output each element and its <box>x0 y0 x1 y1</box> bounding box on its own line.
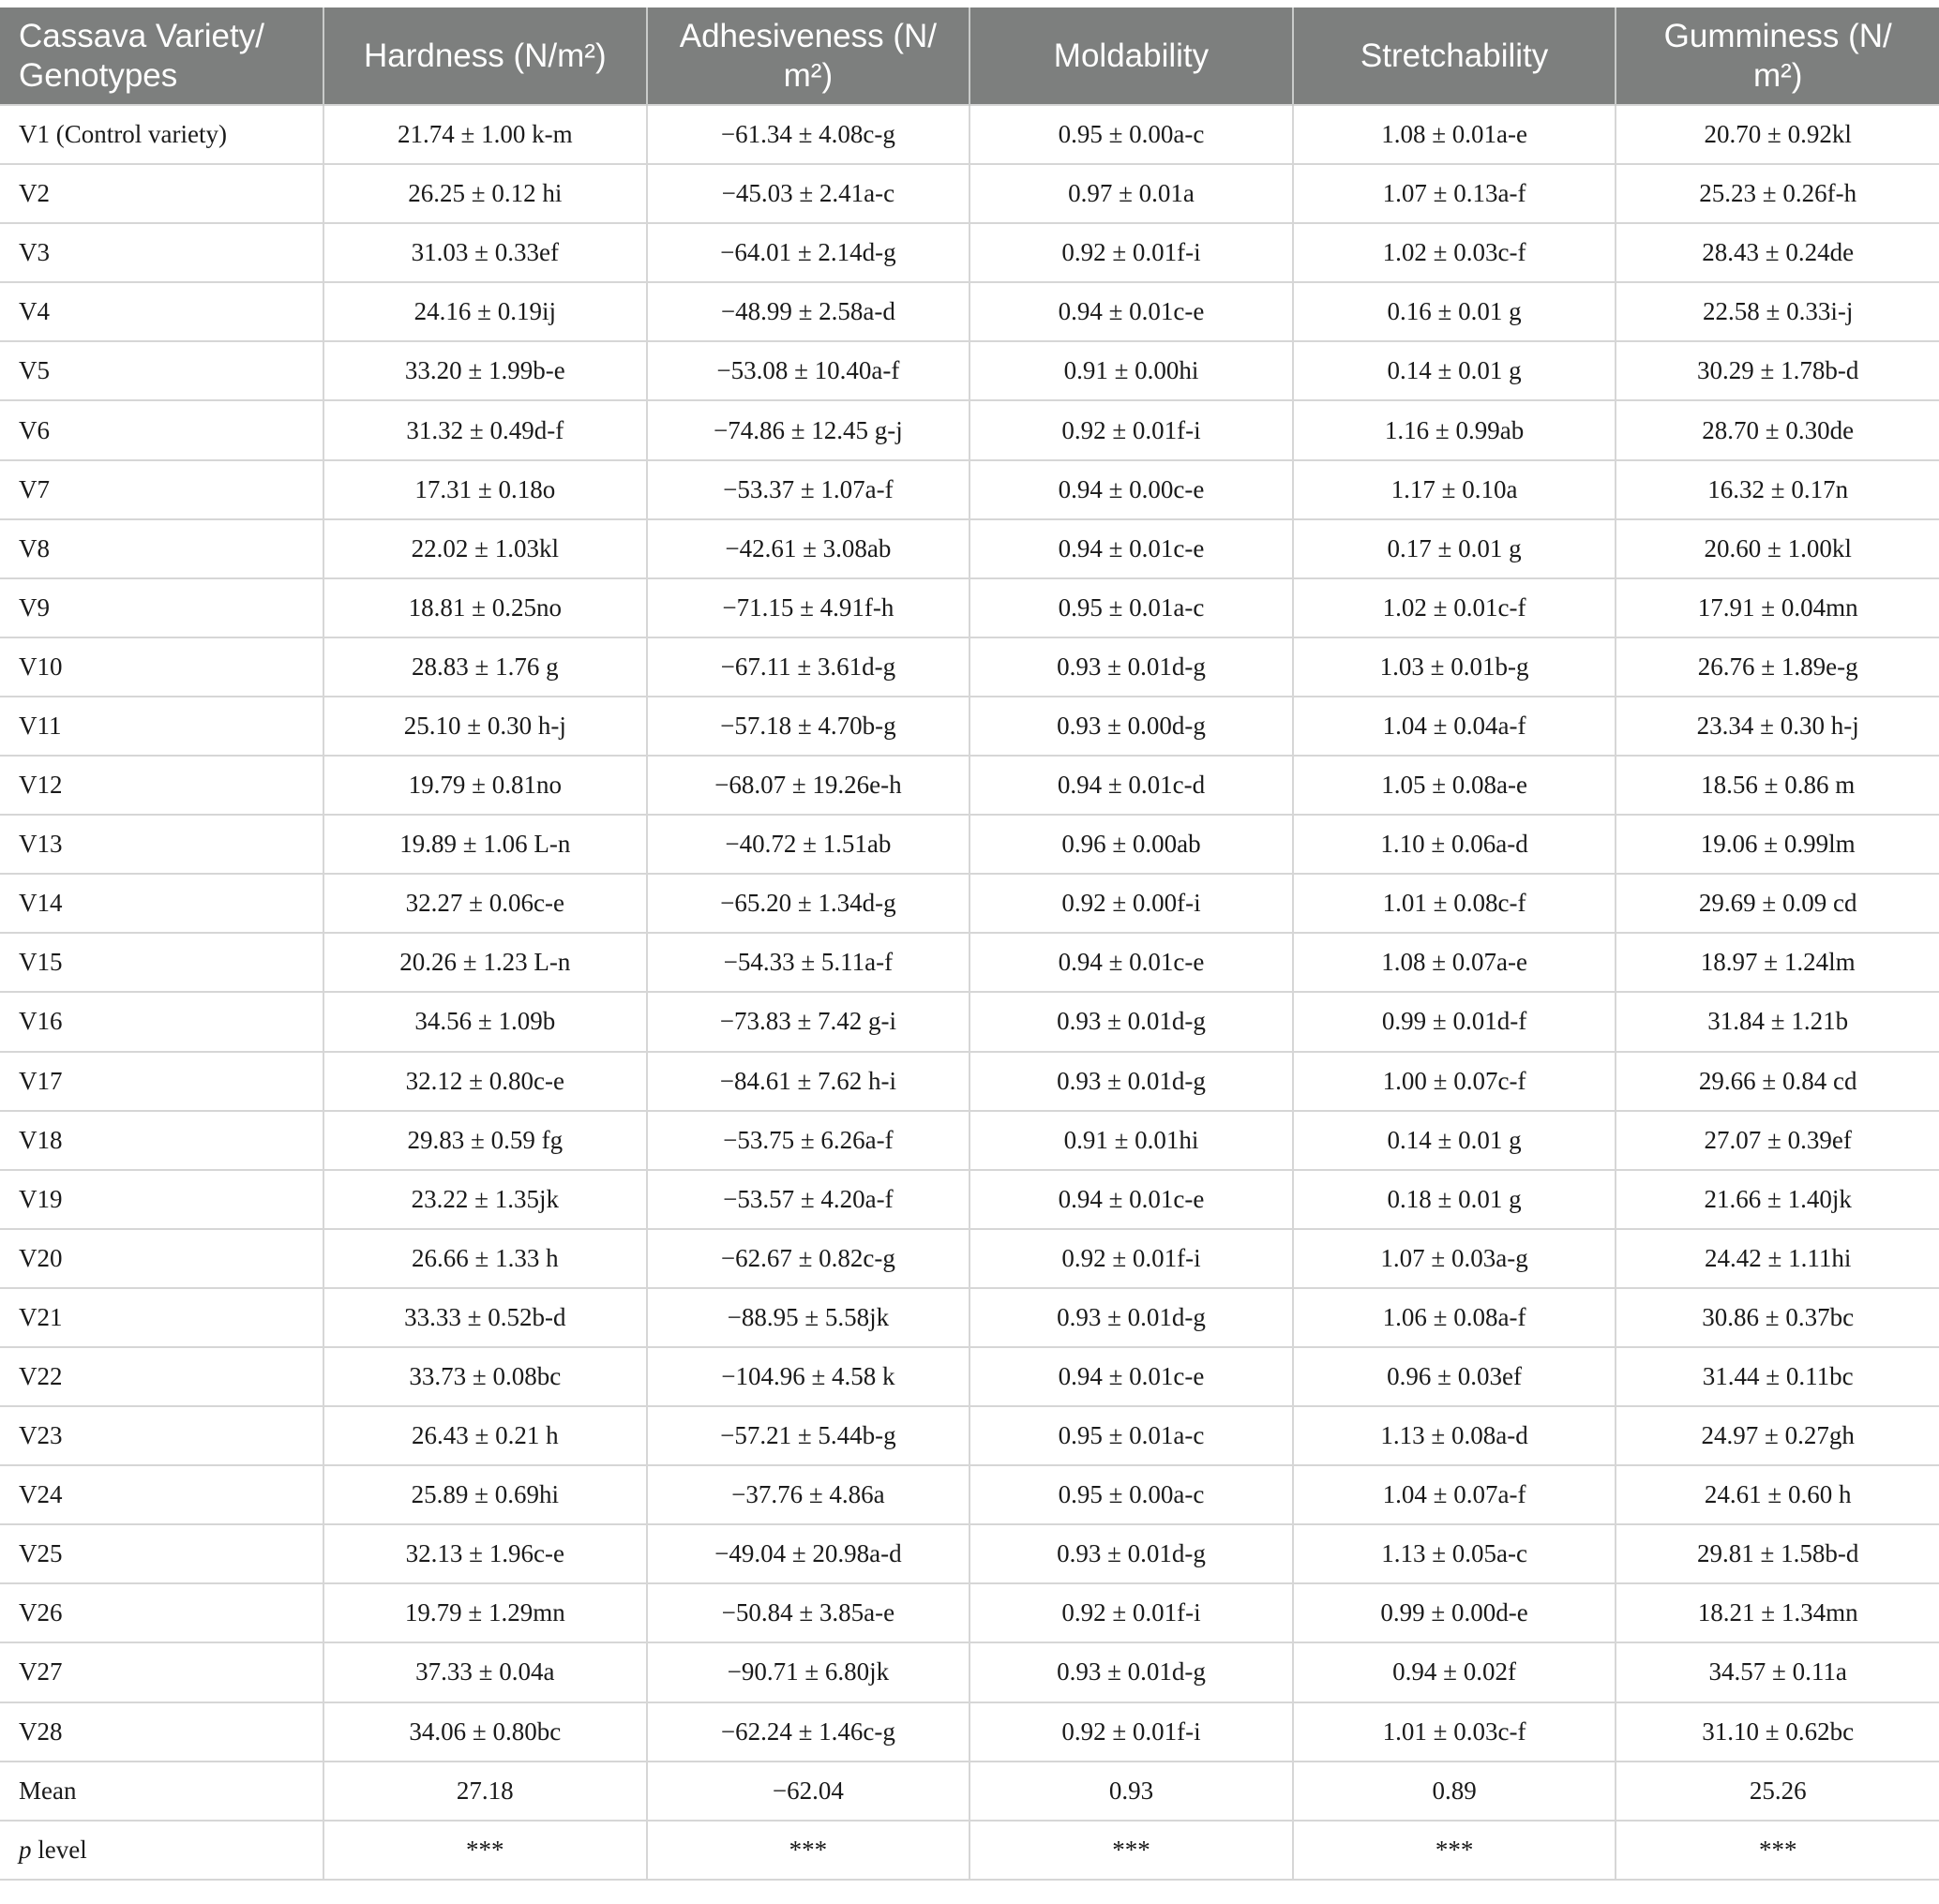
table-cell: 29.81 ± 1.58b-d <box>1616 1524 1939 1583</box>
table-cell: 27.18 <box>323 1762 647 1821</box>
table-cell: 31.10 ± 0.62bc <box>1616 1702 1939 1762</box>
table-row <box>0 874 1939 933</box>
row-label: V7 <box>0 460 323 519</box>
significance-cell: *** <box>970 1821 1293 1880</box>
table-cell: 19.79 ± 0.81no <box>323 756 647 815</box>
table-cell: 0.89 <box>1293 1762 1616 1821</box>
row-label: V24 <box>0 1465 323 1524</box>
row-label: V17 <box>0 1052 323 1111</box>
column-header-line: Genotypes <box>19 56 178 94</box>
row-label: V11 <box>0 697 323 756</box>
table-cell: 1.06 ± 0.08a-f <box>1293 1288 1616 1347</box>
table-cell: 0.99 ± 0.01d-f <box>1293 992 1616 1051</box>
table-cell: 0.16 ± 0.01 g <box>1293 282 1616 341</box>
table-cell: 0.95 ± 0.01a-c <box>970 1406 1293 1465</box>
table-cell: 0.94 ± 0.01c-e <box>970 933 1293 992</box>
row-label: V27 <box>0 1642 323 1702</box>
table-cell: 0.92 ± 0.00f-i <box>970 874 1293 933</box>
table-cell: 25.26 <box>1616 1762 1939 1821</box>
table-cell: 19.06 ± 0.99lm <box>1616 815 1939 874</box>
table-cell: 0.93 ± 0.01d-g <box>970 1642 1293 1702</box>
table-row <box>0 1170 1939 1229</box>
table-cell: 1.17 ± 0.10a <box>1293 460 1616 519</box>
table-row <box>0 1465 1939 1524</box>
table-cell: −42.61 ± 3.08ab <box>647 519 970 578</box>
table-cell: 31.84 ± 1.21b <box>1616 992 1939 1051</box>
row-label: V18 <box>0 1111 323 1170</box>
table-cell: 1.02 ± 0.01c-f <box>1293 578 1616 637</box>
table-cell: 0.95 ± 0.01a-c <box>970 578 1293 637</box>
column-header <box>1293 7 1616 105</box>
table-cell: 0.92 ± 0.01f-i <box>970 223 1293 282</box>
table-cell: 29.83 ± 0.59 fg <box>323 1111 647 1170</box>
table-cell: −61.34 ± 4.08c-g <box>647 105 970 164</box>
table-cell: 0.93 ± 0.01d-g <box>970 992 1293 1051</box>
table-row <box>0 697 1939 756</box>
table-cell: 1.01 ± 0.03c-f <box>1293 1702 1616 1762</box>
table-cell: 21.74 ± 1.00 k-m <box>323 105 647 164</box>
table-cell: 20.70 ± 0.92kl <box>1616 105 1939 164</box>
table-row <box>0 756 1939 815</box>
table-row <box>0 1702 1939 1762</box>
table-cell: 28.43 ± 0.24de <box>1616 223 1939 282</box>
table-cell: 18.97 ± 1.24lm <box>1616 933 1939 992</box>
table-cell: −84.61 ± 7.62 h-i <box>647 1052 970 1111</box>
row-label: V26 <box>0 1583 323 1642</box>
column-header <box>1616 7 1939 105</box>
row-label: V20 <box>0 1229 323 1288</box>
row-label: V3 <box>0 223 323 282</box>
table-body <box>0 105 1939 1880</box>
row-label: V25 <box>0 1524 323 1583</box>
table-cell: 0.18 ± 0.01 g <box>1293 1170 1616 1229</box>
table-row <box>0 223 1939 282</box>
table-cell: 0.99 ± 0.00d-e <box>1293 1583 1616 1642</box>
table-cell: 0.94 ± 0.01c-e <box>970 1170 1293 1229</box>
row-label: V8 <box>0 519 323 578</box>
table-cell: −90.71 ± 6.80jk <box>647 1642 970 1702</box>
table-row <box>0 1762 1939 1821</box>
table-cell: 21.66 ± 1.40jk <box>1616 1170 1939 1229</box>
column-header <box>970 7 1293 105</box>
table-cell: 0.93 ± 0.01d-g <box>970 637 1293 697</box>
table-cell: 1.04 ± 0.07a-f <box>1293 1465 1616 1524</box>
table-cell: 0.14 ± 0.01 g <box>1293 1111 1616 1170</box>
table-cell: 33.73 ± 0.08bc <box>323 1347 647 1406</box>
row-label: V14 <box>0 874 323 933</box>
table-cell: 24.61 ± 0.60 h <box>1616 1465 1939 1524</box>
table-row <box>0 460 1939 519</box>
table-cell: 0.94 ± 0.00c-e <box>970 460 1293 519</box>
table-cell: 1.08 ± 0.07a-e <box>1293 933 1616 992</box>
table-cell: 31.32 ± 0.49d-f <box>323 400 647 459</box>
table-cell: 24.42 ± 1.11hi <box>1616 1229 1939 1288</box>
table-cell: 26.25 ± 0.12 hi <box>323 164 647 223</box>
table-cell: 25.89 ± 0.69hi <box>323 1465 647 1524</box>
table-cell: −74.86 ± 12.45 g-j <box>647 400 970 459</box>
table-cell: 1.16 ± 0.99ab <box>1293 400 1616 459</box>
table-cell: 34.57 ± 0.11a <box>1616 1642 1939 1702</box>
table-row <box>0 1111 1939 1170</box>
table-row <box>0 105 1939 164</box>
table-cell: −53.75 ± 6.26a-f <box>647 1111 970 1170</box>
table-row <box>0 1524 1939 1583</box>
table-cell: 0.94 ± 0.01c-d <box>970 756 1293 815</box>
table-cell: −53.57 ± 4.20a-f <box>647 1170 970 1229</box>
table-cell: −50.84 ± 3.85a-e <box>647 1583 970 1642</box>
table-cell: −67.11 ± 3.61d-g <box>647 637 970 697</box>
table-cell: −49.04 ± 20.98a-d <box>647 1524 970 1583</box>
table-cell: 20.26 ± 1.23 L-n <box>323 933 647 992</box>
table-cell: 26.43 ± 0.21 h <box>323 1406 647 1465</box>
table-row <box>0 637 1939 697</box>
table-cell: 1.03 ± 0.01b-g <box>1293 637 1616 697</box>
table-cell: 33.33 ± 0.52b-d <box>323 1288 647 1347</box>
table-cell: 18.56 ± 0.86 m <box>1616 756 1939 815</box>
table-cell: 1.13 ± 0.05a-c <box>1293 1524 1616 1583</box>
table-cell: 32.27 ± 0.06c-e <box>323 874 647 933</box>
column-header-line: Hardness (N/m²) <box>363 37 607 74</box>
table-cell: 1.01 ± 0.08c-f <box>1293 874 1616 933</box>
row-label: V4 <box>0 282 323 341</box>
column-header-line: Gumminess (N/ <box>1663 17 1892 54</box>
row-label: V5 <box>0 341 323 400</box>
table-cell: −53.37 ± 1.07a-f <box>647 460 970 519</box>
table-row <box>0 1642 1939 1702</box>
column-header <box>647 7 970 105</box>
table-cell: 16.32 ± 0.17n <box>1616 460 1939 519</box>
table-cell: 0.93 ± 0.01d-g <box>970 1052 1293 1111</box>
row-label: V10 <box>0 637 323 697</box>
table-row <box>0 992 1939 1051</box>
table-cell: 18.81 ± 0.25no <box>323 578 647 637</box>
row-label: V9 <box>0 578 323 637</box>
table-row <box>0 1052 1939 1111</box>
significance-cell: *** <box>1293 1821 1616 1880</box>
significance-cell: *** <box>323 1821 647 1880</box>
table-cell: 25.23 ± 0.26f-h <box>1616 164 1939 223</box>
table-cell: 0.91 ± 0.01hi <box>970 1111 1293 1170</box>
table-cell: −57.21 ± 5.44b-g <box>647 1406 970 1465</box>
row-label: V13 <box>0 815 323 874</box>
table-row <box>0 815 1939 874</box>
column-header-line: Stretchability <box>1360 37 1549 74</box>
row-label: V6 <box>0 400 323 459</box>
table-cell: −48.99 ± 2.58a-d <box>647 282 970 341</box>
table-cell: 1.07 ± 0.03a-g <box>1293 1229 1616 1288</box>
table-cell: 1.07 ± 0.13a-f <box>1293 164 1616 223</box>
table-cell: 1.02 ± 0.03c-f <box>1293 223 1616 282</box>
table-cell: −73.83 ± 7.42 g-i <box>647 992 970 1051</box>
table-cell: 0.95 ± 0.00a-c <box>970 1465 1293 1524</box>
table-cell: 0.92 ± 0.01f-i <box>970 1702 1293 1762</box>
table-row <box>0 1583 1939 1642</box>
table-cell: 0.96 ± 0.00ab <box>970 815 1293 874</box>
table-row <box>0 519 1939 578</box>
row-label: Mean <box>0 1762 323 1821</box>
table-cell: 0.95 ± 0.00a-c <box>970 105 1293 164</box>
table-cell: 0.93 <box>970 1762 1293 1821</box>
row-label <box>0 1821 323 1880</box>
column-header-line: Moldability <box>1053 37 1210 74</box>
table-cell: 0.96 ± 0.03ef <box>1293 1347 1616 1406</box>
texture-table <box>0 7 1939 1881</box>
table-cell: 32.13 ± 1.96c-e <box>323 1524 647 1583</box>
table-cell: 1.13 ± 0.08a-d <box>1293 1406 1616 1465</box>
table-row <box>0 282 1939 341</box>
table-cell: 23.34 ± 0.30 h-j <box>1616 697 1939 756</box>
column-header-line: Cassava Variety/ <box>19 17 264 54</box>
table-cell: 19.79 ± 1.29mn <box>323 1583 647 1642</box>
table-row <box>0 1229 1939 1288</box>
table-cell: 29.66 ± 0.84 cd <box>1616 1052 1939 1111</box>
table-cell: 19.89 ± 1.06 L-n <box>323 815 647 874</box>
significance-cell: *** <box>647 1821 970 1880</box>
table-cell: −104.96 ± 4.58 k <box>647 1347 970 1406</box>
column-header-line: m²) <box>1752 56 1803 94</box>
table-cell: −62.67 ± 0.82c-g <box>647 1229 970 1288</box>
table-row <box>0 1406 1939 1465</box>
table-cell: 18.21 ± 1.34mn <box>1616 1583 1939 1642</box>
table-cell: 0.92 ± 0.01f-i <box>970 400 1293 459</box>
table-cell: 0.93 ± 0.00d-g <box>970 697 1293 756</box>
p-symbol: p <box>19 1835 32 1864</box>
table-cell: −53.08 ± 10.40a-f <box>647 341 970 400</box>
table-cell: 24.16 ± 0.19ij <box>323 282 647 341</box>
table-cell: 37.33 ± 0.04a <box>323 1642 647 1702</box>
table-cell: 1.05 ± 0.08a-e <box>1293 756 1616 815</box>
p-label-text: level <box>31 1835 87 1864</box>
table-cell: 33.20 ± 1.99b-e <box>323 341 647 400</box>
table-cell: −57.18 ± 4.70b-g <box>647 697 970 756</box>
table-cell: 26.76 ± 1.89e-g <box>1616 637 1939 697</box>
table-cell: −68.07 ± 19.26e-h <box>647 756 970 815</box>
table-cell: 26.66 ± 1.33 h <box>323 1229 647 1288</box>
table-cell: 1.04 ± 0.04a-f <box>1293 697 1616 756</box>
row-label: V23 <box>0 1406 323 1465</box>
table-row <box>0 164 1939 223</box>
row-label: V22 <box>0 1347 323 1406</box>
table-cell: 31.03 ± 0.33ef <box>323 223 647 282</box>
table-cell: 1.00 ± 0.07c-f <box>1293 1052 1616 1111</box>
table-cell: 0.91 ± 0.00hi <box>970 341 1293 400</box>
table-row <box>0 400 1939 459</box>
table-cell: −37.76 ± 4.86a <box>647 1465 970 1524</box>
table-row <box>0 933 1939 992</box>
table-cell: 25.10 ± 0.30 h-j <box>323 697 647 756</box>
table-cell: −62.04 <box>647 1762 970 1821</box>
table-cell: 0.14 ± 0.01 g <box>1293 341 1616 400</box>
table-cell: 23.22 ± 1.35jk <box>323 1170 647 1229</box>
column-header-line: Adhesiveness (N/ <box>679 17 938 54</box>
table-cell: 0.94 ± 0.01c-e <box>970 1347 1293 1406</box>
table-cell: 30.29 ± 1.78b-d <box>1616 341 1939 400</box>
table-row <box>0 341 1939 400</box>
header-row <box>0 7 1939 105</box>
table-cell: 34.56 ± 1.09b <box>323 992 647 1051</box>
table-cell: 0.94 ± 0.01c-e <box>970 282 1293 341</box>
table-cell: 27.07 ± 0.39ef <box>1616 1111 1939 1170</box>
table-cell: −71.15 ± 4.91f-h <box>647 578 970 637</box>
table-cell: 31.44 ± 0.11bc <box>1616 1347 1939 1406</box>
table-row <box>0 1288 1939 1347</box>
table-cell: −88.95 ± 5.58jk <box>647 1288 970 1347</box>
table-cell: 1.10 ± 0.06a-d <box>1293 815 1616 874</box>
table-cell: 22.02 ± 1.03kl <box>323 519 647 578</box>
table-cell: −64.01 ± 2.14d-g <box>647 223 970 282</box>
table-cell: −45.03 ± 2.41a-c <box>647 164 970 223</box>
table-cell: 17.31 ± 0.18o <box>323 460 647 519</box>
column-header-line: m²) <box>783 56 834 94</box>
table-cell: 0.92 ± 0.01f-i <box>970 1583 1293 1642</box>
table-cell: −40.72 ± 1.51ab <box>647 815 970 874</box>
table-cell: 28.70 ± 0.30de <box>1616 400 1939 459</box>
row-label: V19 <box>0 1170 323 1229</box>
column-header <box>0 7 323 105</box>
row-label: V15 <box>0 933 323 992</box>
table-cell: 24.97 ± 0.27gh <box>1616 1406 1939 1465</box>
table-cell: 0.94 ± 0.01c-e <box>970 519 1293 578</box>
table-cell: 22.58 ± 0.33i-j <box>1616 282 1939 341</box>
row-label: V16 <box>0 992 323 1051</box>
row-label: V2 <box>0 164 323 223</box>
row-label: V21 <box>0 1288 323 1347</box>
table-row <box>0 1347 1939 1406</box>
table-cell: 29.69 ± 0.09 cd <box>1616 874 1939 933</box>
row-label: V1 (Control variety) <box>0 105 323 164</box>
table-cell: 0.17 ± 0.01 g <box>1293 519 1616 578</box>
table-cell: 28.83 ± 1.76 g <box>323 637 647 697</box>
column-header <box>323 7 647 105</box>
table-row <box>0 578 1939 637</box>
table-cell: 1.08 ± 0.01a-e <box>1293 105 1616 164</box>
table-cell: 17.91 ± 0.04mn <box>1616 578 1939 637</box>
table-cell: 0.93 ± 0.01d-g <box>970 1288 1293 1347</box>
table-cell: 0.97 ± 0.01a <box>970 164 1293 223</box>
table-cell: 20.60 ± 1.00kl <box>1616 519 1939 578</box>
table-cell: 0.93 ± 0.01d-g <box>970 1524 1293 1583</box>
row-label: V28 <box>0 1702 323 1762</box>
row-label: V12 <box>0 756 323 815</box>
table-cell: 30.86 ± 0.37bc <box>1616 1288 1939 1347</box>
table-cell: −65.20 ± 1.34d-g <box>647 874 970 933</box>
p-level-row <box>0 1821 1939 1880</box>
table-cell: 34.06 ± 0.80bc <box>323 1702 647 1762</box>
table-cell: 0.92 ± 0.01f-i <box>970 1229 1293 1288</box>
table-header <box>0 7 1939 105</box>
table-cell: −62.24 ± 1.46c-g <box>647 1702 970 1762</box>
table-cell: 32.12 ± 0.80c-e <box>323 1052 647 1111</box>
table-cell: 0.94 ± 0.02f <box>1293 1642 1616 1702</box>
significance-cell: *** <box>1616 1821 1939 1880</box>
table-cell: −54.33 ± 5.11a-f <box>647 933 970 992</box>
